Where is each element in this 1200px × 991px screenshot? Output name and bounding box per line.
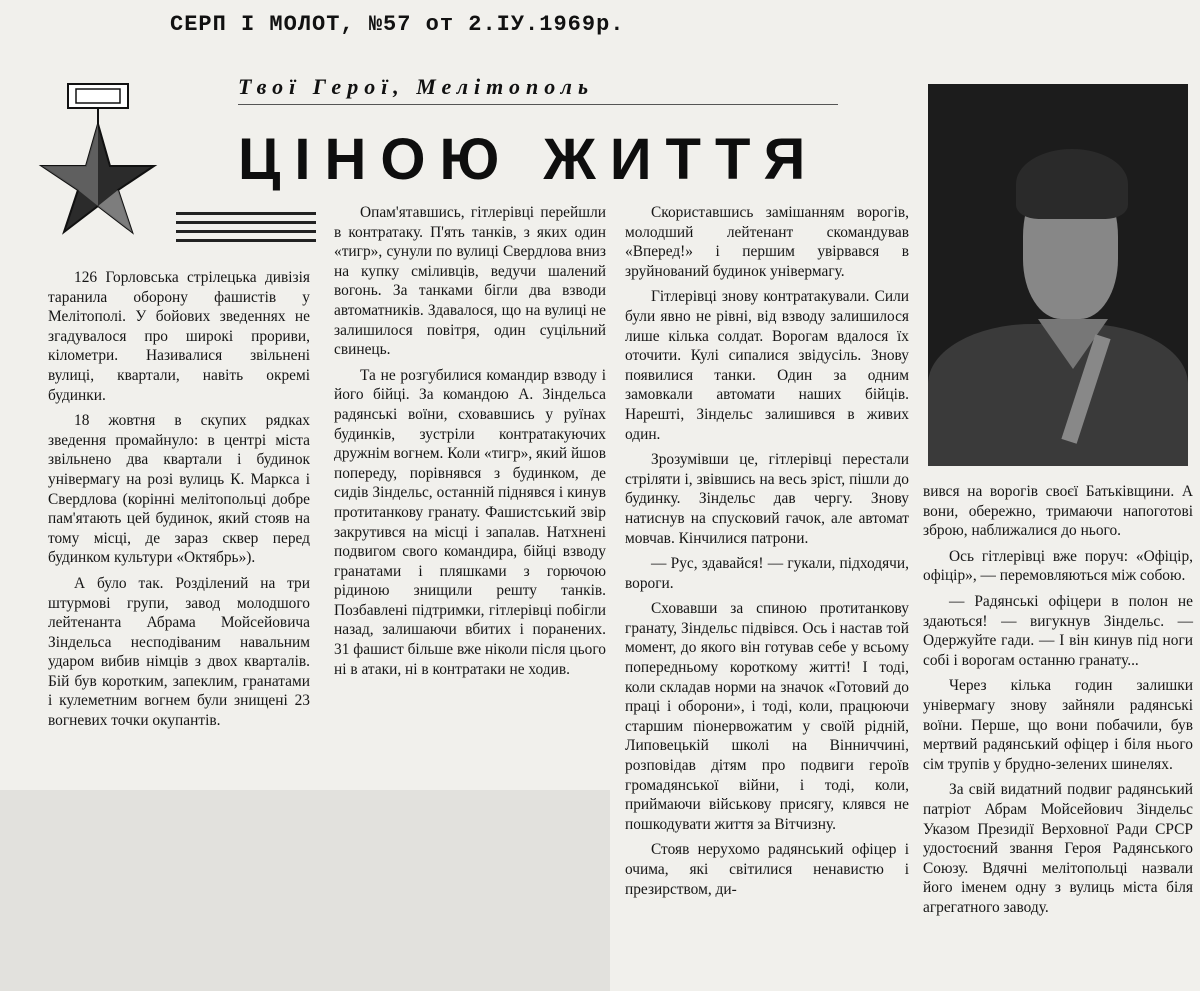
paragraph: Сховавши за спиною протитанкову гранату, Зіндельс підвівся. Ось і настав той момент, до якого він готував себе у всьому попередньому короткому житті! І тоді, коли складав норми на значок «Готовий до праці і оборони», і тоді, коли, працюючи старшим піонервожатим у своїй рідній, Липовецькій школі на Вінниччині, розповідав дітям про подвиги героїв громадянської війни, і тоді, коли, приймаючи військову присягу, клявся не пошкодувати життя за Вітчизну. <box>625 600 909 833</box>
scan-background <box>0 790 610 991</box>
rubric-title: Твої Герої, Мелітополь <box>238 74 595 99</box>
paragraph: Стояв нерухомо радянський офіцер і очима, які світилися ненавистю і презирством, ди- <box>625 841 909 898</box>
article-column-4 <box>923 482 1193 923</box>
article-column-1 <box>48 268 310 737</box>
paragraph: Та не розгубилися командир взводу і його бійці. За командою А. Зіндельса радянські воїни, сховавшись у руїнах будинків, зустріли контратакуючих дружнім вогнем. Коли «тигр», який йшов попереду, порівнявся з будинком, де сидів Зіндельс, останній піднявся і кинув протитанкову гранату. Фашистський звір закрутився на місці і запалав. Натхнені подвигом свого командира, бійці взводу гранатами і пляшками з горючою рідиною знищили решту танків. Позбавлені підтримки, гітлерівці побігли назад, залишаючи вбитих і поранених. 31 фашист більше вже ніколи після цього ні в атаки, ні в контратаки не ходив. <box>334 366 606 678</box>
paragraph: 18 жовтня в скупих рядках зведення промайнуло: в центрі міста звільнено два квартали і будинок універмагу на розі вулиць К. Маркса і Свердлова (корінні мелітопольці добре пам'ятають цей будинок, який стояв на тому місці, де зараз сквер перед будинком культури «Октябрь»). <box>48 412 310 567</box>
paragraph: А було так. Розділений на три штурмові групи, завод молодшого лейтенанта Абрама Мойсейовича Зіндельса несподіваним навальним ударом вибив німців з двох кварталів. Бій був коротким, запеклим, гранатами і кулеметним вогнем були знищені 23 вогневих точки окупантів. <box>48 574 310 730</box>
typed-source-caption: СЕРП І МОЛОТ, №57 от 2.IУ.1969р. <box>170 12 625 37</box>
soldier-portrait-photo <box>928 84 1188 466</box>
paragraph: вився на ворогів своєї Батьківщини. А вони, обережно, тримаючи напоготові зброю, наближалися до нього. <box>923 483 1193 540</box>
paragraph: Через кілька годин залишки універмагу знову зайняли радянські воїни. Перше, що вони побачили, був мертвий радянський офіцер і біля нього сім трупів у брудно-зелених шинелях. <box>923 677 1193 773</box>
article-headline: ЦІНОЮ ЖИТТЯ <box>238 127 820 192</box>
paragraph: 126 Горловська стрілецька дивізія таранила оборону фашистів у Мелітополі. У бойових зведеннях не згадувалося про широкі прориви, кілометри. Називалися звільнені вулиці, квартали, навіть окремі будинки. <box>48 269 310 404</box>
paragraph: Гітлерівці знову контратакували. Сили були явно не рівні, від взводу залишилося лише кілька солдат. Ворогам вдалося їх оточити. Кулі сипалися звідусіль. Знову появилися танки. Один за одним замовкали автомати наших бійців. Нарешті, Зіндельс залишився в живих один. <box>625 288 909 443</box>
paragraph: — Рус, здавайся! — гукали, підходячи, вороги. <box>625 555 909 592</box>
article-column-3 <box>625 203 909 905</box>
paragraph: — Радянські офіцери в полон не здаються! — вигукнув Зіндельс. — Одержуйте гади. — І він кинув під ноги собі і ворогам останню гранату... <box>923 592 1193 669</box>
paragraph: За свій видатний подвиг радянський патріот Абрам Мойсейович Зіндельс Указом Президії Верховної Ради СРСР удостоєний звання Героя Радянського Союзу. Вдячні мелітопольці назвали його іменем одну з вулиць міста біля агрегатного заводу. <box>923 781 1193 916</box>
portrait-hair <box>1016 149 1128 219</box>
hero-star-medal-icon <box>38 82 158 242</box>
paragraph: Скориставшись замішанням ворогів, молодший лейтенант скомандував «Вперед!» і першим увірвався в зруйнований будинок універмагу. <box>625 204 909 280</box>
article-column-2 <box>334 203 606 685</box>
decorative-rules <box>176 212 316 248</box>
rubric-divider <box>238 104 838 105</box>
paragraph: Зрозумівши це, гітлерівці перестали стріляти і, звівшись на весь зріст, пішли до будинку. Зіндельс дав чергу. Знову натиснув на спусковий гачок, але автомат мовчав. Кінчилися патрони. <box>625 451 909 547</box>
paragraph: Опам'ятавшись, гітлерівці перейшли в контратаку. П'ять танків, з яких один «тигр», сунули по вулиці Свердлова вниз на купку сміливців, ведучи шалений вогонь. За танками бігли два взводи автоматників. Здавалося, що на вулиці не залишилося повітря, один суцільний свинець. <box>334 204 606 359</box>
paragraph: Ось гітлерівці вже поруч: «Офіцір, офіцір», — перемовляються між собою. <box>923 547 1193 585</box>
